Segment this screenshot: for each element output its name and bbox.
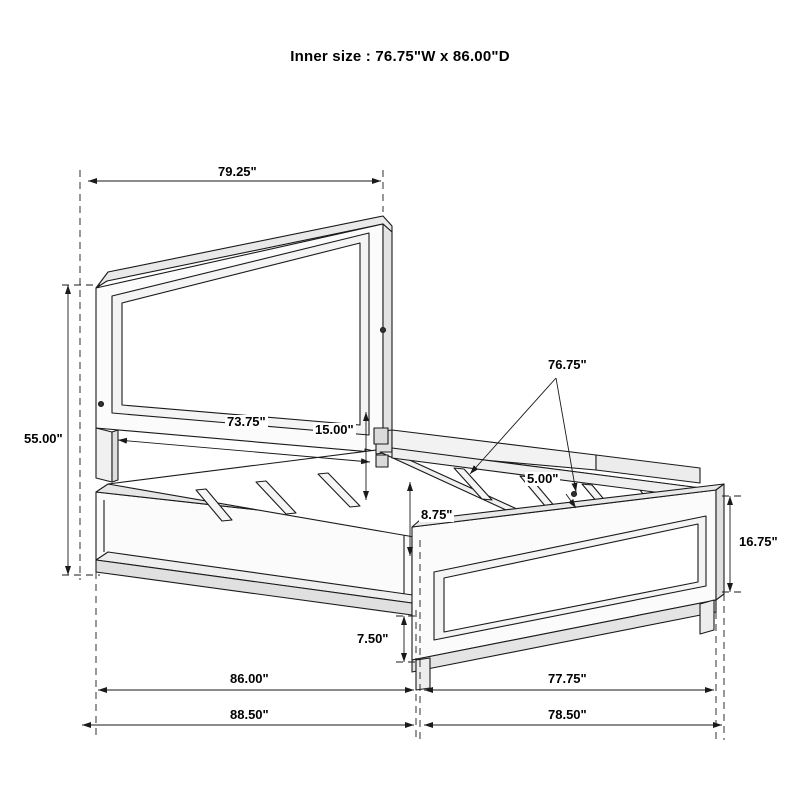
dimension-label-headboard-width: 79.25" [218,164,257,179]
dimension-label-clearance-height: 7.50" [357,631,389,646]
dimension-label-slat-height: 8.75" [421,507,453,522]
dimension-label-headboard-panel-width: 73.75" [227,414,266,429]
dimension-label-overall-height: 55.00" [24,431,63,446]
bed-outline [96,216,724,690]
dimension-label-overall-length: 88.50" [230,707,269,722]
dimension-label-rail-to-headboard: 15.00" [315,422,354,437]
dimension-label-footboard-depth: 77.75" [548,671,587,686]
page-title: Inner size : 76.75"W x 86.00"D [290,48,510,65]
dimension-label-footboard-height: 16.75" [739,534,778,549]
dimension-label-inner-length: 86.00" [230,671,269,686]
dimension-label-overall-depth: 78.50" [548,707,587,722]
dimension-label-slat-width: 5.00" [527,471,559,486]
dimension-label-inner-width: 76.75" [548,357,587,372]
